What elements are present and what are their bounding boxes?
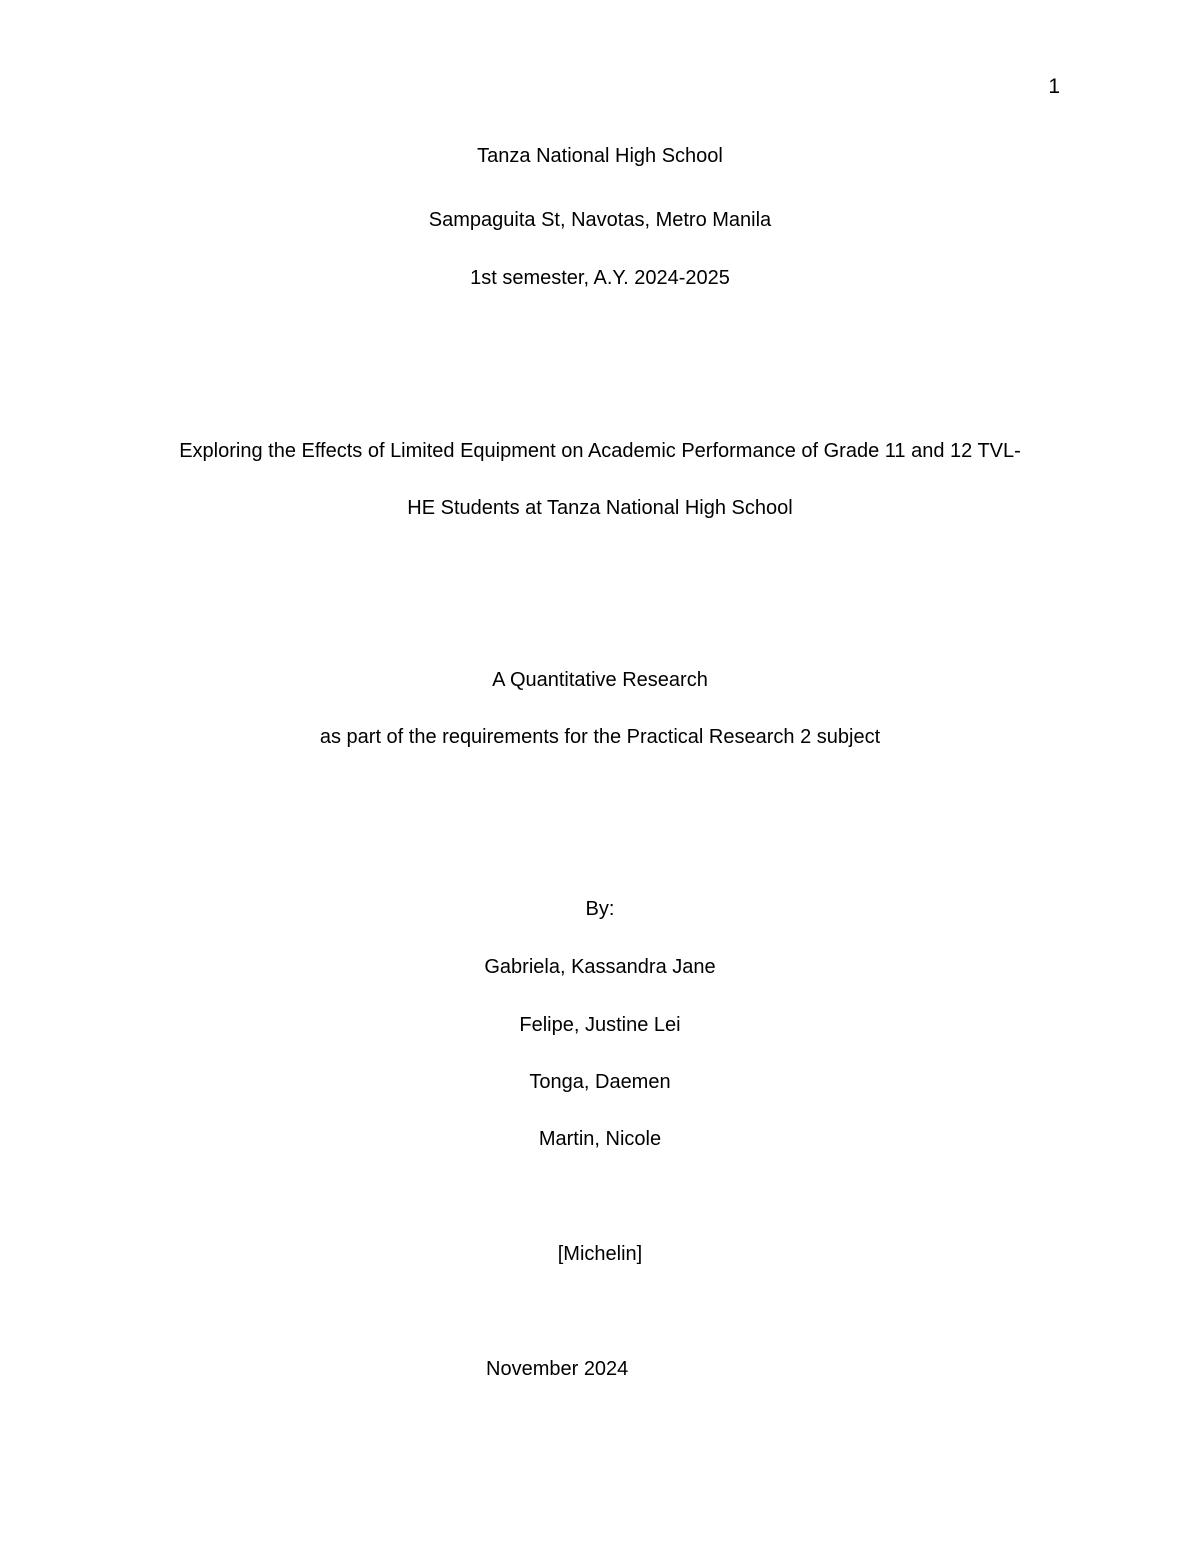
research-purpose: as part of the requirements for the Practical Research 2 subject: [319, 726, 881, 748]
research-title-line-1: Exploring the Effects of Limited Equipment on Academic Performance of Grade 11 and 12 TVL-: [179, 440, 1021, 462]
author-name: Felipe, Justine Lei: [519, 1014, 681, 1036]
author-name: Tonga, Daemen: [529, 1071, 671, 1093]
research-type: A Quantitative Research: [492, 669, 708, 691]
page-number: 1: [1048, 75, 1060, 98]
author-name: Martin, Nicole: [538, 1128, 662, 1150]
adviser-name: [Michelin]: [557, 1243, 643, 1265]
research-title-line-2: HE Students at Tanza National High School: [407, 497, 793, 519]
author-name: Gabriela, Kassandra Jane: [484, 956, 716, 978]
school-address: Sampaguita St, Navotas, Metro Manila: [428, 209, 772, 231]
school-name: Tanza National High School: [477, 145, 723, 167]
academic-term: 1st semester, A.Y. 2024-2025: [470, 267, 730, 289]
authors-label: By:: [585, 898, 615, 920]
submission-date: November 2024: [486, 1358, 629, 1380]
